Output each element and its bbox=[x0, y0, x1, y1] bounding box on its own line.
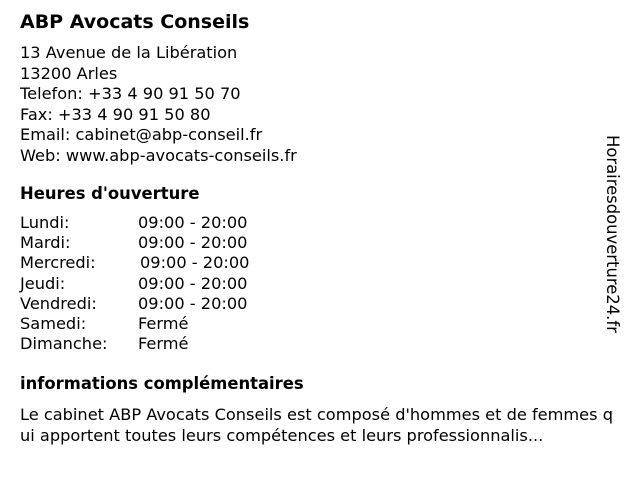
additional-info-text: Le cabinet ABP Avocats Conseils est composé d'hommes et de femmes qui apportent toutes leurs compétences et leurs professionnalis... bbox=[20, 405, 613, 445]
contact-block bbox=[20, 43, 297, 166]
hours-row-wednesday bbox=[20, 253, 300, 273]
hours-row-friday bbox=[20, 294, 300, 314]
day-label: Lundi: bbox=[20, 213, 70, 232]
hours-row-saturday bbox=[20, 314, 300, 334]
day-hours: 09:00 - 20:00 bbox=[138, 293, 248, 313]
day-hours: 09:00 - 20:00 bbox=[138, 213, 248, 232]
day-hours: Fermé bbox=[138, 313, 189, 333]
opening-hours-table bbox=[20, 213, 300, 354]
day-hours: Fermé bbox=[138, 334, 189, 354]
additional-info-heading: informations complémentaires bbox=[20, 374, 304, 393]
day-label: Vendredi: bbox=[20, 293, 97, 313]
address-line-2: 13200 Arles bbox=[20, 63, 118, 83]
brand-watermark: Horairesdouverture24.fr bbox=[603, 135, 622, 333]
day-hours: 09:00 - 20:00 bbox=[138, 273, 248, 293]
business-name: ABP Avocats Conseils bbox=[20, 11, 250, 33]
hours-row-monday bbox=[20, 213, 300, 233]
email-address: Email: cabinet@abp-conseil.fr bbox=[20, 125, 263, 144]
day-hours: 09:00 - 20:00 bbox=[140, 253, 250, 273]
day-label: Mardi: bbox=[20, 233, 71, 253]
day-label: Samedi: bbox=[20, 313, 87, 333]
phone-number: Telefon: +33 4 90 91 50 70 bbox=[20, 84, 241, 103]
hours-row-tuesday bbox=[20, 233, 300, 253]
opening-hours-heading: Heures d'ouverture bbox=[20, 184, 200, 203]
address-line-1: 13 Avenue de la Libération bbox=[20, 43, 238, 62]
day-label: Dimanche: bbox=[20, 334, 108, 354]
day-label: Jeudi: bbox=[20, 273, 66, 293]
day-hours: 09:00 - 20:00 bbox=[138, 233, 248, 253]
hours-row-sunday bbox=[20, 334, 300, 354]
hours-row-thursday bbox=[20, 274, 300, 294]
fax-number: Fax: +33 4 90 91 50 80 bbox=[20, 104, 211, 124]
day-label: Mercredi: bbox=[20, 253, 96, 273]
website-address: Web: www.abp-avocats-conseils.fr bbox=[20, 145, 297, 165]
